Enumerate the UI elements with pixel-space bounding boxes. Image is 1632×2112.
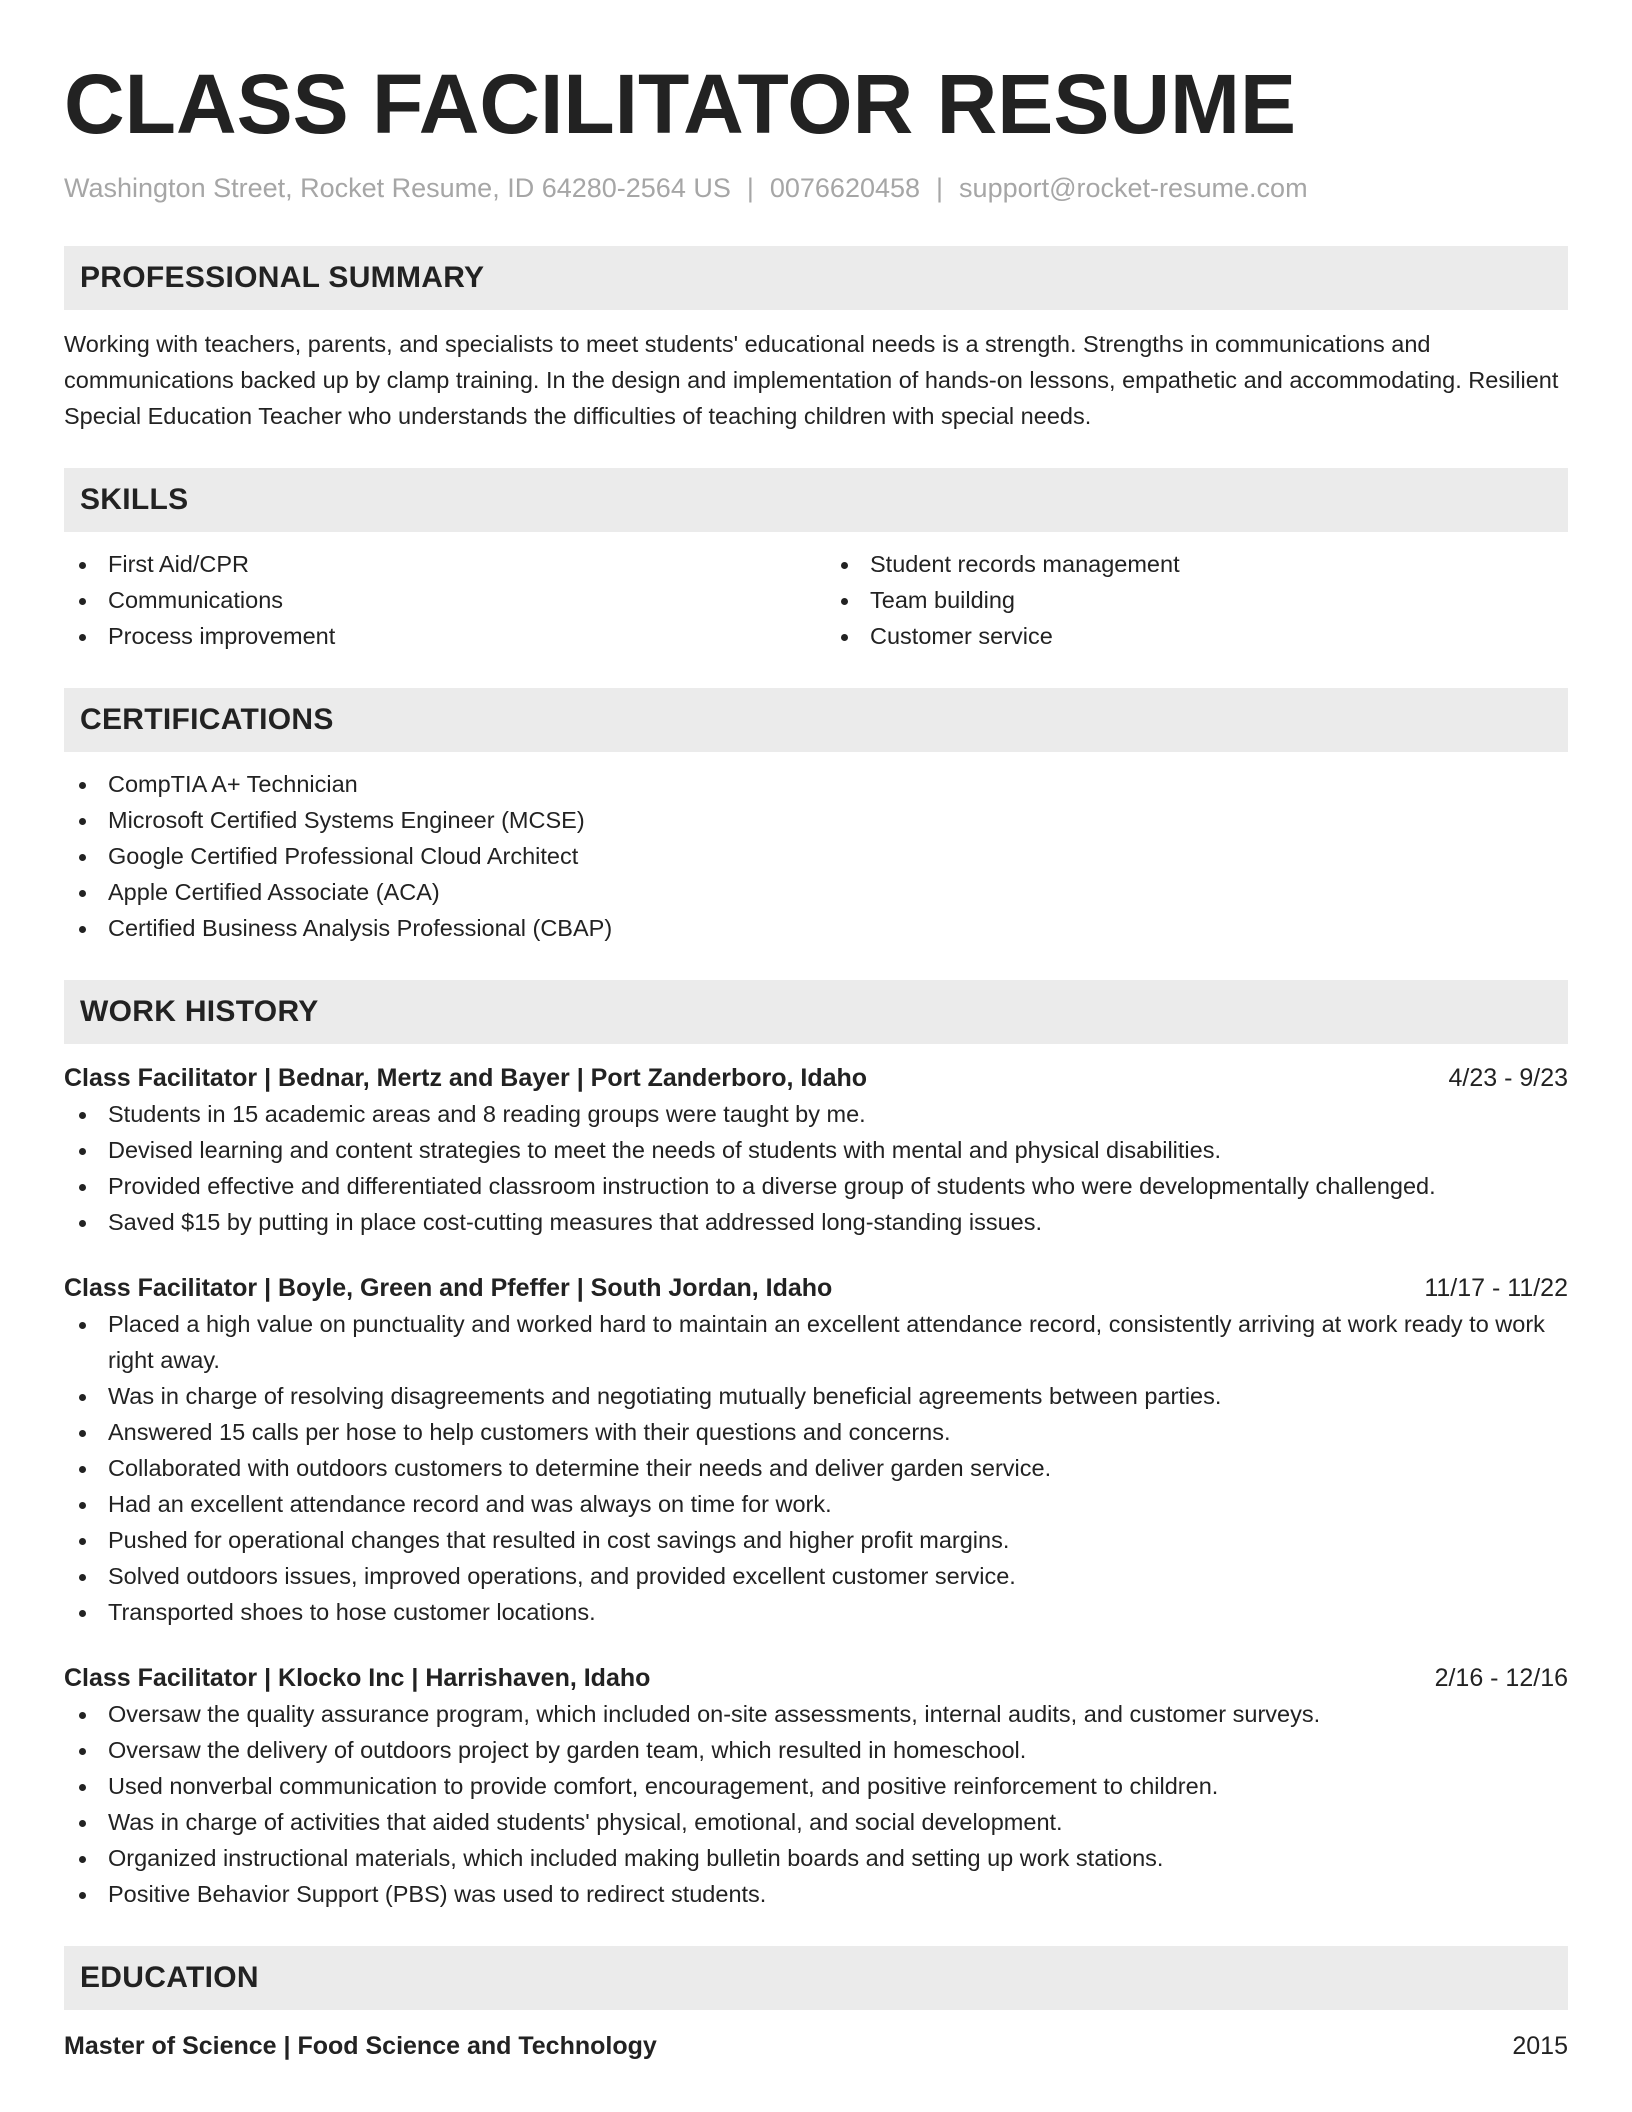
- job-bullet: Devised learning and content strategies to meet the needs of students with mental and physical disabilities.: [64, 1132, 1568, 1168]
- job-bullet: Was in charge of activities that aided students' physical, emotional, and social development.: [64, 1804, 1568, 1840]
- skill-item: Student records management: [826, 546, 1568, 582]
- job-bullet: Provided effective and differentiated classroom instruction to a diverse group of students who were developmentally challenged.: [64, 1168, 1568, 1204]
- education-entry: [64, 2028, 1568, 2064]
- job-entry: [64, 1660, 1568, 1912]
- skills-section-header: [64, 468, 1568, 532]
- contact-separator: |: [936, 173, 944, 203]
- summary-heading: PROFESSIONAL SUMMARY: [80, 261, 485, 294]
- job-bullet: Answered 15 calls per hose to help customers with their questions and concerns.: [64, 1414, 1568, 1450]
- education-section-header: [64, 1946, 1568, 2010]
- skill-item: Team building: [826, 582, 1568, 618]
- resume-page: [64, 0, 1568, 2064]
- job-bullet: Oversaw the quality assurance program, which included on-site assessments, internal audits, and customer surveys.: [64, 1696, 1568, 1732]
- certification-item: Certified Business Analysis Professional (CBAP): [64, 910, 1568, 946]
- job-bullets: [64, 1696, 1568, 1912]
- job-bullets: [64, 1096, 1568, 1240]
- contact-phone: 0076620458: [769, 173, 921, 203]
- education-title: Master of Science | Food Science and Technology: [64, 2032, 657, 2060]
- job-title: Class Facilitator | Bednar, Mertz and Bayer | Port Zanderboro, Idaho: [64, 1064, 868, 1092]
- work-history-heading: WORK HISTORY: [80, 995, 319, 1028]
- certification-item: Google Certified Professional Cloud Architect: [64, 838, 1568, 874]
- work-history-section-header: [64, 980, 1568, 1044]
- certifications-section-header: [64, 688, 1568, 752]
- job-dates: 4/23 - 9/23: [1448, 1064, 1568, 1092]
- contact-separator: |: [746, 173, 754, 203]
- summary-text: Working with teachers, parents, and specialists to meet students' educational needs is a strength. Strengths in communications and communications backed up by clamp training. In the design and implementation of hands-on lessons, empathetic and accommodating. Resilient Special Education Teacher who understands the difficulties of teaching children with special needs.: [64, 331, 1559, 429]
- skill-item: First Aid/CPR: [64, 546, 806, 582]
- job-title: Class Facilitator | Boyle, Green and Pfeffer | South Jordan, Idaho: [64, 1274, 833, 1302]
- resume-title: CLASS FACILITATOR RESUME: [64, 57, 1297, 151]
- job-bullet: Collaborated with outdoors customers to determine their needs and deliver garden service.: [64, 1450, 1568, 1486]
- skill-item: Communications: [64, 582, 806, 618]
- certification-item: CompTIA A+ Technician: [64, 766, 1568, 802]
- job-bullet: Was in charge of resolving disagreements and negotiating mutually beneficial agreements between parties.: [64, 1378, 1568, 1414]
- job-bullet: Saved $15 by putting in place cost-cutting measures that addressed long-standing issues.: [64, 1204, 1568, 1240]
- job-bullet: Positive Behavior Support (PBS) was used to redirect students.: [64, 1876, 1568, 1912]
- job-entry: [64, 1060, 1568, 1240]
- skills-heading: SKILLS: [80, 483, 189, 516]
- job-title: Class Facilitator | Klocko Inc | Harrishaven, Idaho: [64, 1664, 651, 1692]
- certification-item: Microsoft Certified Systems Engineer (MCSE): [64, 802, 1568, 838]
- contact-email[interactable]: support@rocket-resume.com: [959, 173, 1308, 203]
- job-bullet: Placed a high value on punctuality and worked hard to maintain an excellent attendance record, consistently arriving at work ready to work right away.: [64, 1306, 1568, 1378]
- job-bullet: Had an excellent attendance record and was always on time for work.: [64, 1486, 1568, 1522]
- skills-list: [64, 546, 1568, 654]
- certifications-list: [64, 766, 1568, 946]
- job-header: [64, 1270, 1568, 1306]
- job-header: [64, 1660, 1568, 1696]
- job-header: [64, 1060, 1568, 1096]
- job-bullet: Oversaw the delivery of outdoors project by garden team, which resulted in homeschool.: [64, 1732, 1568, 1768]
- contact-address: Washington Street, Rocket Resume, ID 64280-2564 US: [64, 173, 731, 203]
- job-entry: [64, 1270, 1568, 1630]
- job-bullet: Organized instructional materials, which included making bulletin boards and setting up work stations.: [64, 1840, 1568, 1876]
- skills-column-left: [64, 546, 806, 654]
- summary-section-header: [64, 246, 1568, 310]
- certifications-heading: CERTIFICATIONS: [80, 703, 334, 736]
- job-dates: 11/17 - 11/22: [1424, 1274, 1568, 1302]
- education-heading: EDUCATION: [80, 1961, 259, 1994]
- job-bullet: Used nonverbal communication to provide comfort, encouragement, and positive reinforcement to children.: [64, 1768, 1568, 1804]
- education-date: 2015: [1512, 2032, 1568, 2060]
- job-bullet: Pushed for operational changes that resulted in cost savings and higher profit margins.: [64, 1522, 1568, 1558]
- job-dates: 2/16 - 12/16: [1434, 1664, 1568, 1692]
- skills-column-right: [826, 546, 1568, 654]
- job-bullet: Students in 15 academic areas and 8 reading groups were taught by me.: [64, 1096, 1568, 1132]
- job-bullets: [64, 1306, 1568, 1630]
- skill-item: Customer service: [826, 618, 1568, 654]
- certification-item: Apple Certified Associate (ACA): [64, 874, 1568, 910]
- job-bullet: Solved outdoors issues, improved operations, and provided excellent customer service.: [64, 1558, 1568, 1594]
- job-bullet: Transported shoes to hose customer locations.: [64, 1594, 1568, 1630]
- contact-line: [64, 172, 1568, 204]
- skill-item: Process improvement: [64, 618, 806, 654]
